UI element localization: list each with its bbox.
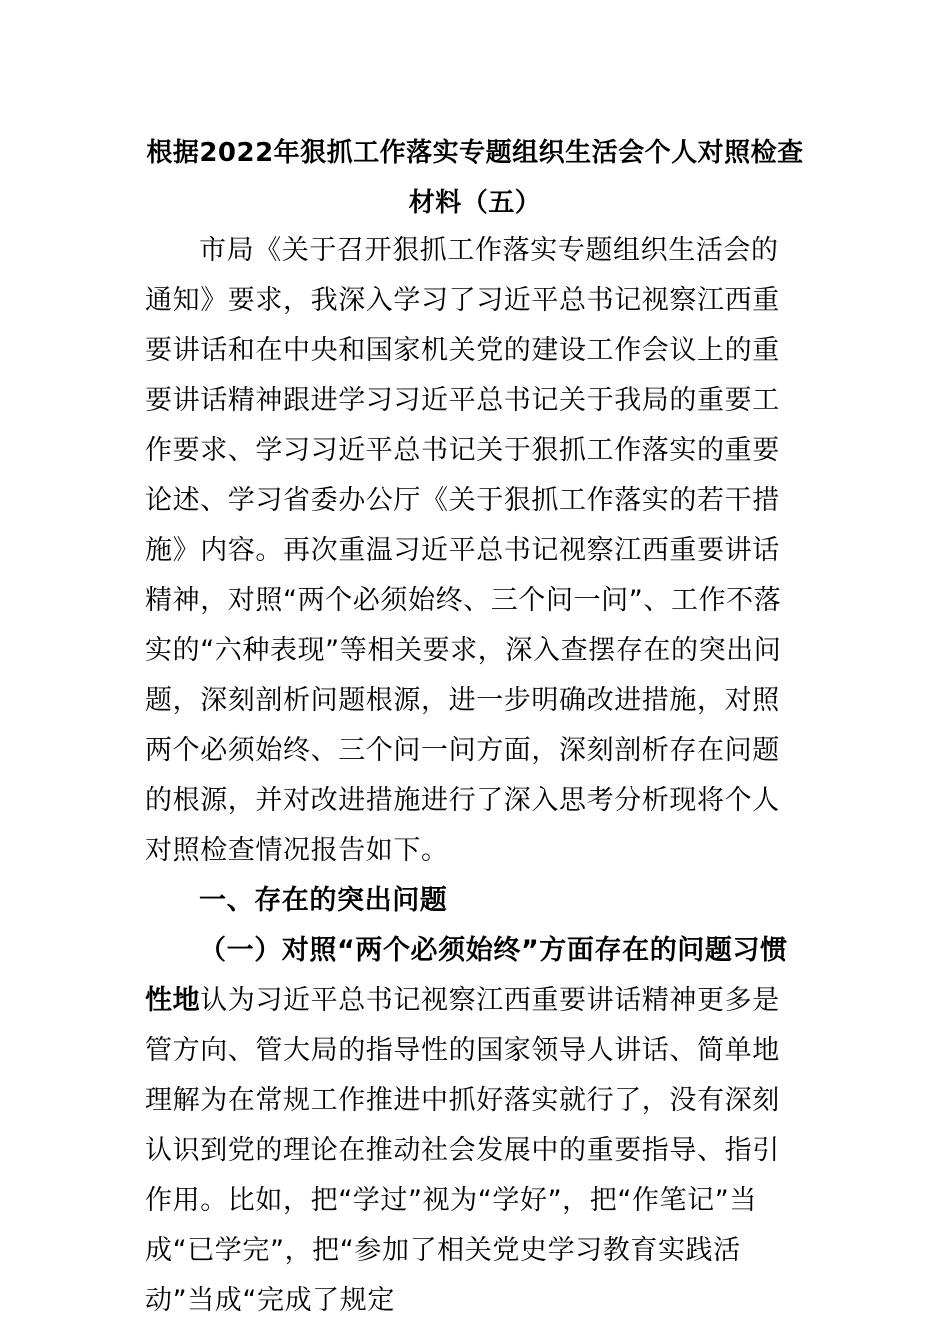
intro-paragraph: 市局《关于召开狠抓工作落实专题组织生活会的通知》要求，我深入学习了习近平总书记视察江西重要讲话和在中央和国家机关党的建设工作会议上的重要讲话精神跟进学习习近平总书记关于我局的重要工作要求、学习习近平总书记关于狠抓工作落实的重要论述、学习省委办公厅《关于狠抓工作落实的若干措施》内容。再次重温习近平总书记视察江西重要讲话精神，对照“两个必须始终、三个问一问”、工作不落实的“六种表现”等相关要求，深入查摆存在的突出问题，深刻剖析问题根源，进一步明确改进措施，对照两个必须始终、三个问一问方面，深刻剖析存在问题的根源，并对改进措施进行了深入思考分析现将个人对照检查情况报告如下。 bbox=[145, 235, 782, 866]
subsection-paragraph bbox=[145, 926, 805, 1326]
document-title: 根据2022年狠抓工作落实专题组织生活会个人对照检查材料（五） bbox=[146, 138, 804, 218]
subsection-text: 认为习近平总书记视察江西重要讲话精神更多是管方向、管大局的指导性的国家领导人讲话、简单地理解为在常规工作推进中抓好落实就行了，没有深刻认识到党的理论在推动社会发展中的重要指导、指引作用。比如，把“学过”视为“学好”，把“作笔记”当成“已学完”，把“参加了相关党史学习教育实践活动”当成“完成了规定 bbox=[145, 985, 780, 1316]
section-heading: 一、存在的突出问题 bbox=[199, 885, 448, 916]
subsection-heading: （一）对照“两个必须始终”方面存在的问题习惯性地 bbox=[145, 935, 788, 1016]
document-body bbox=[145, 226, 805, 1326]
